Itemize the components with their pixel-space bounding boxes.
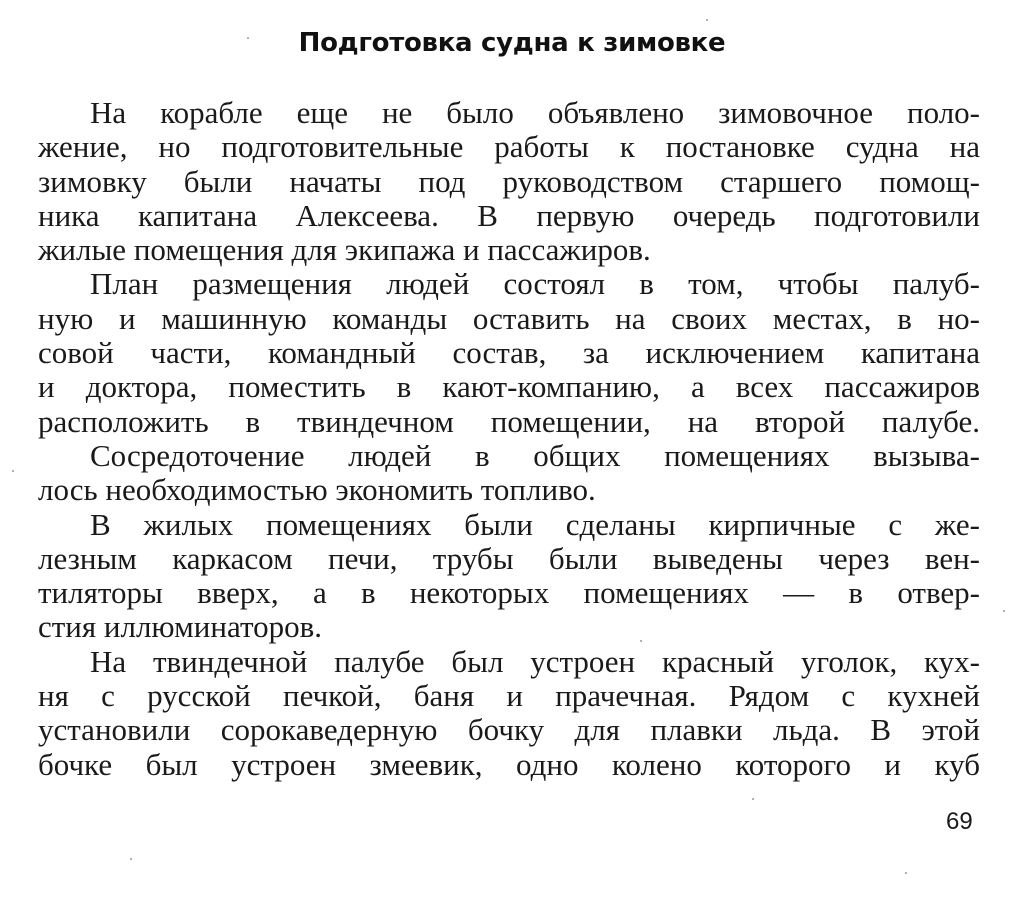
scan-speck (706, 19, 708, 21)
text-line: План размещения людей состоял в том, чтобы палуб- (90, 266, 980, 302)
text-line: В жилых помещениях были сделаны кирпичные с же- (90, 506, 980, 542)
paragraph-2 (38, 267, 980, 438)
scan-speck (130, 858, 132, 860)
text-line: ника капитана Алексеева. В первую очередь подготовили (38, 197, 980, 233)
scan-speck (12, 470, 14, 472)
scan-speck (905, 872, 907, 874)
text-line: жение, но подготовительные работы к постановке судна на (38, 129, 980, 165)
text-line: совой части, командный состав, за исключением капитана (38, 335, 980, 371)
scan-speck (1003, 610, 1005, 612)
scan-speck (752, 798, 754, 800)
scan-speck (640, 640, 642, 642)
text-line: ную и машинную команды оставить на своих местах, в но- (38, 300, 980, 336)
text-line: тиляторы вверх, а в некоторых помещениях — в отвер- (38, 575, 980, 611)
text-line: установили сорокаведерную бочку для плавки льда. В этой (38, 712, 980, 748)
text-line: На твиндечной палубе был устроен красный уголок, кух- (90, 643, 980, 679)
paragraph-1 (38, 96, 980, 267)
scan-speck (247, 37, 249, 39)
body-text (38, 96, 980, 782)
text-line: стия иллюминаторов. (38, 609, 322, 645)
paragraph-4 (38, 508, 980, 645)
text-line: ня с русской печкой, баня и прачечная. Рядом с кухней (38, 678, 980, 714)
text-line: Сосредоточение людей в общих помещениях вызыва- (90, 437, 980, 473)
paragraph-5 (38, 645, 980, 782)
page-number: 69 (946, 808, 973, 835)
text-line: расположить в твиндечном помещении, на второй палубе. (38, 403, 980, 439)
text-line: зимовку были начаты под руководством старшего помощ- (38, 163, 980, 199)
text-line: На корабле еще не было объявлено зимовочное поло- (90, 95, 980, 130)
text-line: лось необходимостью экономить топливо. (38, 472, 596, 508)
text-line: бочке был устроен змеевик, одно колено которого и куб (38, 746, 980, 782)
page-title: Подготовка судна к зимовке (298, 28, 726, 58)
text-line: и доктора, поместить в кают-компанию, а всех пассажиров (38, 369, 980, 405)
paragraph-3 (38, 439, 980, 508)
text-line: жилые помещения для экипажа и пассажиров. (38, 232, 651, 268)
text-line: лезным каркасом печи, трубы были выведены через вен- (38, 540, 980, 576)
